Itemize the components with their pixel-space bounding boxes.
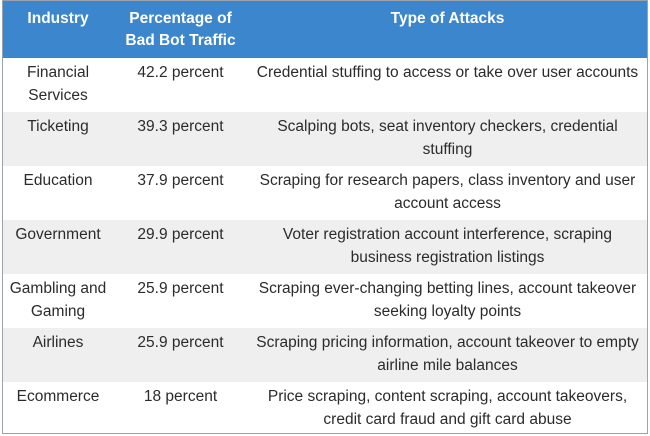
cell-industry: Ecommerce (3, 382, 113, 434)
cell-percentage: 37.9 percent (113, 166, 248, 220)
table-row (3, 166, 647, 220)
cell-industry: Airlines (3, 328, 113, 382)
cell-attacks: Credential stuffing to access or take over user accounts (248, 58, 647, 112)
bad-bot-traffic-table-container (2, 0, 648, 434)
cell-attacks: Voter registration account interference, scraping business registration listings (248, 220, 647, 274)
cell-attacks: Scraping pricing information, account takeover to empty airline mile balances (248, 328, 647, 382)
header-attacks (248, 1, 647, 58)
table-row (3, 382, 647, 434)
header-percentage (113, 1, 248, 58)
table-body (3, 58, 647, 434)
cell-percentage: 25.9 percent (113, 274, 248, 328)
cell-percentage: 39.3 percent (113, 112, 248, 166)
cell-industry: Gambling and Gaming (3, 274, 113, 328)
header-industry-label: Industry (27, 10, 89, 27)
cell-attacks: Scraping ever-changing betting lines, account takeover seeking loyalty points (248, 274, 647, 328)
cell-percentage: 42.2 percent (113, 58, 248, 112)
cell-industry: Education (3, 166, 113, 220)
header-industry (3, 1, 113, 58)
cell-industry: Financial Services (3, 58, 113, 112)
cell-attacks: Scalping bots, seat inventory checkers, credential stuffing (248, 112, 647, 166)
cell-attacks: Scraping for research papers, class inventory and user account access (248, 166, 647, 220)
cell-percentage: 29.9 percent (113, 220, 248, 274)
cell-industry: Government (3, 220, 113, 274)
cell-industry: Ticketing (3, 112, 113, 166)
bad-bot-traffic-table (3, 1, 647, 434)
table-row (3, 112, 647, 166)
header-attacks-label: Type of Attacks (390, 10, 505, 27)
cell-attacks: Price scraping, content scraping, account takeovers, credit card fraud and gift card abuse (248, 382, 647, 434)
cell-percentage: 25.9 percent (113, 328, 248, 382)
header-row (3, 1, 647, 58)
header-percentage-label: Percentage of Bad Bot Traffic (125, 10, 236, 49)
table-row (3, 220, 647, 274)
cell-percentage: 18 percent (113, 382, 248, 434)
table-row (3, 328, 647, 382)
table-header (3, 1, 647, 58)
table-row (3, 274, 647, 328)
table-row (3, 58, 647, 112)
